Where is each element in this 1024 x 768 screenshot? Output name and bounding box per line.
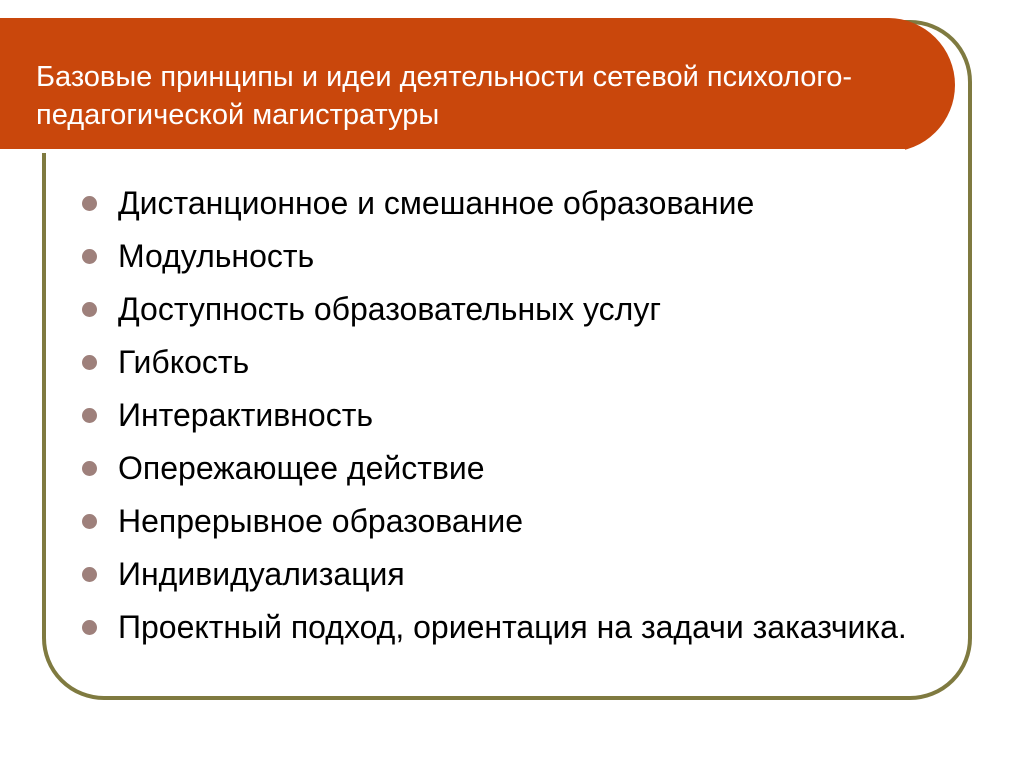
list-item xyxy=(80,341,940,383)
list-item-text: Доступность образовательных услуг xyxy=(118,291,661,327)
list-item-text: Индивидуализация xyxy=(118,556,405,592)
list-item xyxy=(80,606,940,648)
bullet-icon xyxy=(82,620,97,635)
list-item xyxy=(80,288,940,330)
principles-list xyxy=(80,182,940,659)
title-banner xyxy=(0,18,955,152)
list-item-text: Интерактивность xyxy=(118,397,374,433)
bullet-icon xyxy=(82,302,97,317)
bullet-icon xyxy=(82,196,97,211)
bullet-icon xyxy=(82,514,97,529)
bullet-icon xyxy=(82,355,97,370)
bullet-icon xyxy=(82,567,97,582)
title-underline xyxy=(0,149,905,153)
list-item xyxy=(80,553,940,595)
list-item xyxy=(80,447,940,489)
list-item xyxy=(80,394,940,436)
list-item-text: Гибкость xyxy=(118,344,250,380)
bullet-icon xyxy=(82,461,97,476)
list-item-text: Непрерывное образование xyxy=(118,503,524,539)
list-item xyxy=(80,235,940,277)
list-item-text: Дистанционное и смешанное образование xyxy=(118,185,755,221)
list-item xyxy=(80,500,940,542)
list-item xyxy=(80,182,940,224)
slide-title: Базовые принципы и идеи деятельности сетевой психолого-педагогической магистратуры xyxy=(36,61,853,131)
bullet-icon xyxy=(82,408,97,423)
list-item-text: Опережающее действие xyxy=(118,450,485,486)
list-item-text: Проектный подход, ориентация на задачи заказчика. xyxy=(118,609,907,645)
list-item-text: Модульность xyxy=(118,238,315,274)
bullet-icon xyxy=(82,249,97,264)
